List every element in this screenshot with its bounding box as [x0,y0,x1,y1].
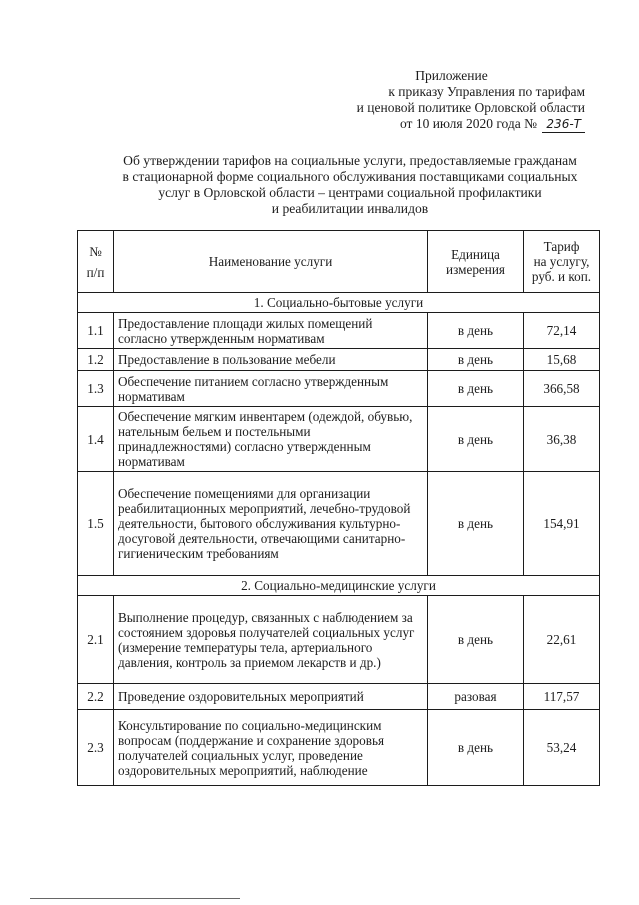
header-unit [428,231,524,293]
header-num-line2: п/п [86,264,105,280]
row-unit: в день [428,349,524,371]
row-num: 1.5 [78,472,114,576]
row-name: Консультирование по социально-медицинским вопросам (поддержание и сохранение здоровья получателей социальных услуг, проведение оздоровительных мероприятий, наблюдение [114,710,428,786]
title-line-2: в стационарной форме социального обслуживания поставщиками социальных [122,169,578,184]
appendix-order-line: к приказу Управления по тарифам [388,84,585,99]
table-row [78,349,600,371]
section-title-social-household: 1. Социально-бытовые услуги [78,293,600,313]
header-num-line1: № [89,243,102,259]
header-tariff [524,231,600,293]
section-title-social-medical: 2. Социально-медицинские услуги [78,576,600,596]
section-row [78,293,600,313]
row-num: 2.2 [78,684,114,710]
header-tariff-line2: на услугу, [533,254,590,269]
row-name: Предоставление в пользование мебели [114,349,428,371]
header-name: Наименование услуги [114,231,428,293]
row-tariff: 15,68 [524,349,600,371]
table-row [78,596,600,684]
row-tariff: 72,14 [524,313,600,349]
header-tariff-line1: Тариф [543,239,580,254]
row-name: Проведение оздоровительных мероприятий [114,684,428,710]
tariff-table [77,230,600,786]
row-unit: в день [428,472,524,576]
title-line-3: услуг в Орловской области – центрами социальной профилактики [158,185,542,200]
row-name: Выполнение процедур, связанных с наблюдением за состоянием здоровья получателей социальных услуг (измерение температуры тела, артериального давления, контроль за приемом лекарств и др.) [114,596,428,684]
row-tariff: 366,58 [524,371,600,407]
row-num: 2.3 [78,710,114,786]
row-unit: в день [428,407,524,472]
row-unit: в день [428,313,524,349]
row-name: Обеспечение питанием согласно утвержденным нормативам [114,371,428,407]
row-unit: в день [428,710,524,786]
row-unit: разовая [428,684,524,710]
header-tariff-line3: руб. и коп. [531,269,592,284]
row-num: 1.3 [78,371,114,407]
title-line-1: Об утверждении тарифов на социальные услуги, предоставляемые гражданам [123,153,577,168]
row-name: Обеспечение мягким инвентарем (одеждой, обувью, нательным бельем и постельными принадлежностями) согласно утвержденным нормативам [114,407,428,472]
table-row [78,710,600,786]
row-name: Предоставление площади жилых помещений согласно утвержденным нормативам [114,313,428,349]
row-unit: в день [428,371,524,407]
table-row [78,313,600,349]
document-title [100,153,600,217]
appendix-date: от 10 июля 2020 года № [399,116,538,131]
table-row [78,371,600,407]
row-num: 1.2 [78,349,114,371]
section-row [78,576,600,596]
header-num [78,231,114,293]
table-row [78,684,600,710]
order-number-handwritten: 236-Т [542,116,585,133]
row-num: 1.4 [78,407,114,472]
row-name: Обеспечение помещениями для организации реабилитационных мероприятий, лечебно-трудовой деятельности, бытового обслуживания культурно-досуговой деятельности, отвечающими санитарно-гигиеническим требованиям [114,472,428,576]
row-num: 1.1 [78,313,114,349]
row-tariff: 117,57 [524,684,600,710]
header-unit-line2: измерения [446,261,505,277]
row-tariff: 22,61 [524,596,600,684]
appendix-authority-line: и ценовой политике Орловской области [356,100,585,115]
table-header-row [78,231,600,293]
row-num: 2.1 [78,596,114,684]
page-footer-rule [30,898,240,899]
row-tariff: 53,24 [524,710,600,786]
appendix-date-line [330,116,585,133]
appendix-block [330,68,585,133]
row-tariff: 154,91 [524,472,600,576]
header-unit-line1: Единица [451,246,500,262]
appendix-heading: Приложение [415,68,488,83]
row-tariff: 36,38 [524,407,600,472]
title-line-4: и реабилитации инвалидов [271,201,429,216]
row-unit: в день [428,596,524,684]
table-row [78,472,600,576]
table-row [78,407,600,472]
